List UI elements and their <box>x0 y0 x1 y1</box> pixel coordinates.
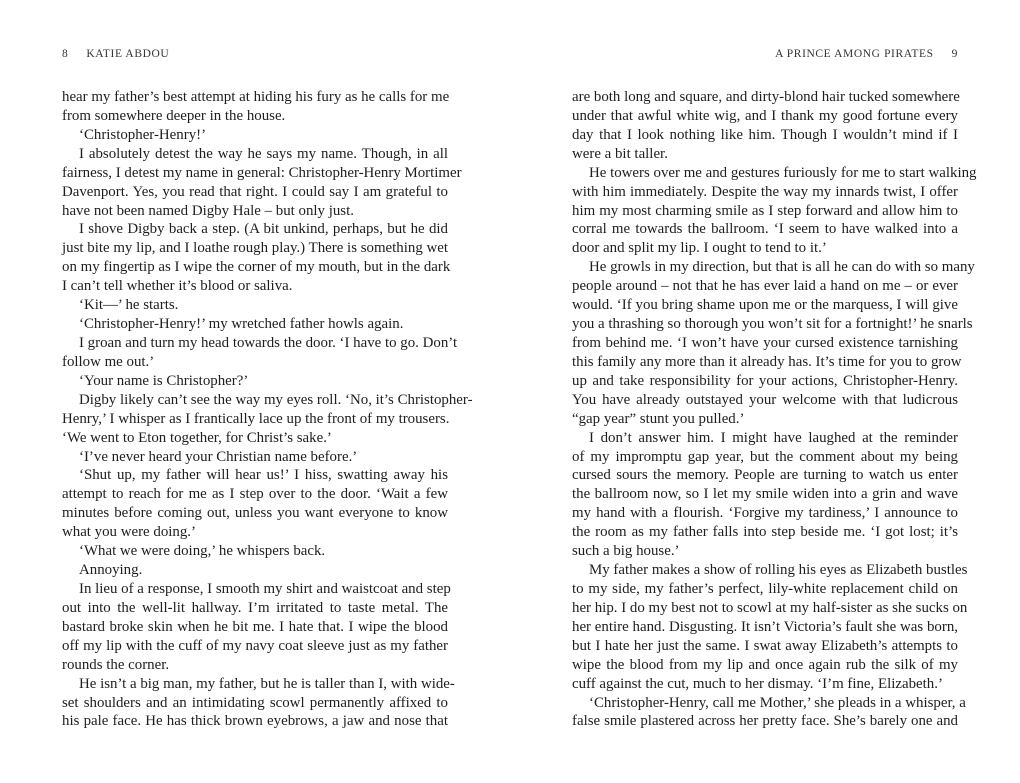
text-line: her hip. I do my best not to scowl at my half-sister as she sucks on <box>572 599 968 616</box>
text-line: Annoying. <box>79 562 143 579</box>
text-line: Digby likely can’t see the way my eyes roll. ‘No, it’s Christopher- <box>79 391 473 408</box>
text-line: rounds the corner. <box>62 656 170 673</box>
text-line: I groan and turn my head towards the door. ‘I have to go. Don’t <box>79 334 458 351</box>
right-body-text <box>572 88 977 731</box>
text-line: ‘Christopher-Henry, call me Mother,’ she pleads in a whisper, a <box>589 694 966 711</box>
text-line: I can’t tell whether it’s blood or saliva. <box>62 278 293 295</box>
text-line: false smile plastered across her pretty face. She’s barely one and <box>572 713 958 730</box>
text-line: Henry,’ I whisper as I frantically lace up the front of my trousers. <box>62 410 450 427</box>
text-line: on my fingertip as I wipe the corner of my mouth, but in the dark <box>62 259 451 276</box>
text-line: You have already outstayed your welcome with that ludicrous <box>572 391 958 408</box>
text-line: Davenport. Yes, you read that right. I could say I am grateful to <box>62 183 448 200</box>
text-line: what you were doing.’ <box>62 524 196 541</box>
right-page <box>510 0 1020 783</box>
text-line: cursed sours the memory. People are turning to watch us enter <box>572 467 958 484</box>
text-line: hear my father’s best attempt at hiding his fury as he calls for me <box>62 89 450 105</box>
text-line: such a big house.’ <box>572 543 680 560</box>
text-line: minutes before coming out, unless you want everyone to know <box>62 505 448 522</box>
text-line: door and split my lip. I ought to tend to it.’ <box>572 240 827 257</box>
text-line: I shove Digby back a step. (A bit unkind, perhaps, but he did <box>79 221 448 238</box>
text-line: follow me out.’ <box>62 353 155 370</box>
text-line: were a bit taller. <box>572 145 668 162</box>
text-line: cuff against the cut, much to her dismay. ‘I’m fine, Elizabeth.’ <box>572 675 943 692</box>
text-line: ‘Christopher-Henry!’ my wretched father howls again. <box>79 316 404 333</box>
text-line: my hand with a flourish. ‘Forgive my tardiness,’ I announce to <box>572 505 958 522</box>
text-line: My father makes a show of rolling his eyes as Elizabeth bustles <box>589 562 968 579</box>
text-line: would. ‘If you bring shame upon me or the marquess, I will give <box>572 297 958 314</box>
text-line: out into the well-lit hallway. I’m irritated to taste metal. The <box>62 599 448 616</box>
text-line: people around – not that he has ever laid a hand on me – or ever <box>572 278 958 295</box>
left-body-text <box>62 88 473 731</box>
text-line: bastard broke skin when he bit me. I hate that. I wipe the blood <box>62 618 448 635</box>
text-line: from somewhere deeper in the house. <box>62 107 286 124</box>
text-line: ‘Your name is Christopher?’ <box>79 372 249 389</box>
text-line: this family any more than it already has. It’s time for you to grow <box>572 353 962 370</box>
text-line: ‘Christopher-Henry!’ <box>79 126 207 143</box>
right-page-number: 9 <box>951 48 958 60</box>
text-line: her entire hand. Disgusting. It isn’t Victoria’s fault she was born, <box>572 618 958 635</box>
text-line: In lieu of a response, I smooth my shirt and waistcoat and step <box>79 580 451 597</box>
right-running-head-title: A PRINCE AMONG PIRATES <box>775 48 934 60</box>
text-line: ‘Kit—’ he starts. <box>79 297 179 314</box>
text-line: ‘Shut up, my father will hear us!’ I hiss, swatting away his <box>79 467 448 484</box>
left-running-head <box>62 48 169 60</box>
text-line: to my side, my father’s perfect, lily-white replacement child on <box>572 580 958 597</box>
text-line: ‘We went to Eton together, for Christ’s sake.’ <box>62 429 332 446</box>
text-line: you a thrashing so thorough you won’t sit for a fortnight!’ he snarls <box>572 316 973 333</box>
text-line: “gap year” stunt you pulled.’ <box>572 410 745 427</box>
text-line: are both long and square, and dirty-blond hair tucked somewhere <box>572 89 960 105</box>
text-line: I don’t answer him. I might have laughed at the reminder <box>589 429 958 446</box>
right-running-head <box>775 48 958 60</box>
text-line: up and take responsibility for your actions, Christopher-Henry. <box>572 372 958 389</box>
text-line: off my lip with the cuff of my navy coat sleeve just as my father <box>62 637 448 654</box>
text-line: him my most charming smile as I step forward and allow him to <box>572 202 958 219</box>
left-page-number: 8 <box>62 48 69 60</box>
text-line: corral me towards the ballroom. ‘I seem to have walked into a <box>572 221 958 238</box>
text-line: the ballroom now, so I let my smile widen into a grin and wave <box>572 486 958 503</box>
text-line: have not been named Digby Hale – but only just. <box>62 202 354 219</box>
text-line: fairness, I detest my name in general: Christopher-Henry Mortimer <box>62 164 462 181</box>
text-line: from behind me. ‘I won’t have your cursed existence tarnishing <box>572 334 958 351</box>
text-line: of my impromptu gap year, but the comment about my being <box>572 448 958 465</box>
text-line: attempt to reach for me as I step over to the door. ‘Wait a few <box>62 486 448 503</box>
text-line: He growls in my direction, but that is all he can do with so many <box>589 259 975 276</box>
text-line: I absolutely detest the way he says my name. Though, in all <box>79 145 448 162</box>
text-line: day that I look nothing like him. Though I wouldn’t mind if I <box>572 126 958 143</box>
text-line: just bite my lip, and I loathe rough play.) There is something wet <box>62 240 448 257</box>
text-line: He towers over me and gestures furiously for me to start walking <box>589 164 977 181</box>
text-line: with him immediately. Despite the way my innards twist, I offer <box>572 183 958 200</box>
text-line: ‘I’ve never heard your Christian name before.’ <box>79 448 358 465</box>
text-line: He isn’t a big man, my father, but he is taller than I, with wide- <box>79 675 455 692</box>
text-line: ‘What we were doing,’ he whispers back. <box>79 543 326 560</box>
text-line: the room as my father falls into step beside me. ‘I got lost; it’s <box>572 524 958 541</box>
text-line: set shoulders and an intimidating scowl permanently affixed to <box>62 694 448 711</box>
text-line: but I hate her just the same. I swat away Elizabeth’s attempts to <box>572 637 958 654</box>
text-line: his pale face. He has thick brown eyebrows, a jaw and nose that <box>62 713 448 730</box>
text-line: under that awful white wig, and I thank my good fortune every <box>572 107 958 124</box>
left-running-head-title: KATIE ABDOU <box>86 48 170 60</box>
text-line: wipe the blood from my lip and once again rub the silk of my <box>572 656 958 673</box>
